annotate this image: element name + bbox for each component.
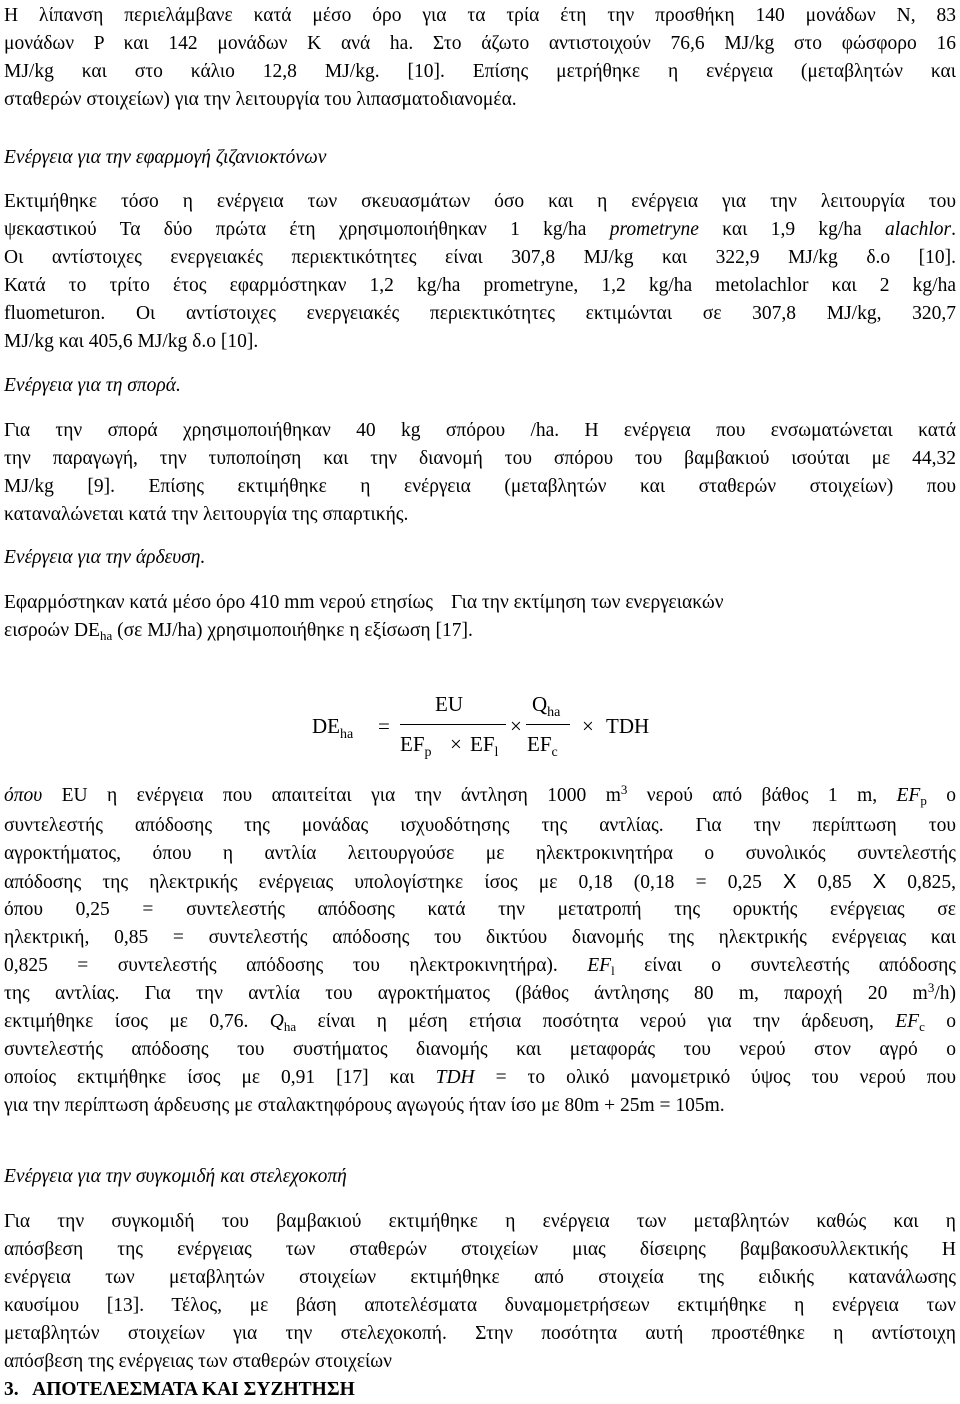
text-run: 0,825, [886, 872, 956, 893]
paragraph-equation-terms-line-2: συντελεστής απόδοσης της μονάδας ισχυοδότησης της αντλίας. Για την περίπτωση του [4, 815, 956, 836]
subscript-p: p [920, 793, 927, 808]
paragraph-fertilization-line-2: μονάδων P και 142 μονάδων K ανά ha. Στο άζωτο αντιστοιχούν 76,6 MJ/kg στο φώσφορο 16 [4, 33, 956, 54]
paragraph-equation-terms-line-1 [4, 783, 956, 809]
variable-ef: EF [895, 1011, 920, 1032]
text-run: (σε MJ/ha) χρησιμοποιήθηκε η εξίσωση [17]. [112, 620, 473, 641]
equation-denominator-efc [527, 732, 558, 760]
symbol-ef: EF [527, 732, 552, 756]
symbol-ef: EF [400, 732, 425, 756]
subscript-c: c [551, 745, 558, 760]
subscript-p: p [424, 745, 432, 760]
paragraph-sowing-line-2: την παραγωγή, την τυποποίηση και την διανομή του σπόρου του βαμβακιού ισούται με 44,32 [4, 448, 956, 469]
equation-denominator-efp [400, 732, 432, 760]
paragraph-equation-terms-line-11 [4, 1065, 956, 1091]
times-sign: × [450, 732, 462, 756]
text-run: = το ολικό μανομετρικό ύψος του νερού που [474, 1067, 956, 1088]
paragraph-equation-terms-line-4 [4, 869, 956, 896]
equation-denominator-efl [470, 732, 499, 760]
energy-equation [300, 688, 660, 768]
text-run: όπου [4, 785, 62, 806]
paragraph-harvest-line-3: ενέργεια των μεταβλητών στοιχείων εκτιμήθηκε από στοιχεία της ειδικής κατανάλωσης [4, 1267, 956, 1288]
text-run: Για την εκτίμηση των ενεργειακών [451, 592, 724, 613]
section-heading-harvest: Ενέργεια για την συγκομιδή και στελεχοκοπή [4, 1166, 347, 1187]
paragraph-equation-terms-line-5: όπου 0,25 = συντελεστής απόδοσης κατά την μετατροπή της ορυκτής ενέργειας σε [4, 899, 956, 920]
multiplication-x: Χ [782, 871, 797, 893]
paragraph-harvest-line-4: καυσίμου [13]. Τέλος, με βάση αποτελέσματα δυναμομετρήσεων εκτιμήθηκε η ενέργεια των [4, 1295, 956, 1316]
times-sign: × [582, 714, 594, 738]
paragraph-fertilization-line-1: Η λίπανση περιελάμβανε κατά μέσο όρο για τα τρία έτη την προσθήκη 140 μονάδων Ν, 83 [4, 5, 956, 26]
text-run: ο [924, 1011, 956, 1032]
subscript-l: l [494, 745, 499, 760]
paragraph-herbicides-line-2 [4, 217, 956, 243]
paragraph-sowing-line-3: MJ/kg [9]. Επίσης εκτιμήθηκε η ενέργεια (μεταβλητών και σταθερών στοιχείων) που [4, 476, 956, 497]
fraction-bar [526, 724, 570, 725]
text-run: και 1,9 kg/ha [698, 219, 886, 240]
variable-eu: EU [61, 785, 88, 806]
chemical-name-alachlor: alachlor [885, 219, 952, 240]
paragraph-sowing-line-1: Για την σπορά χρησιμοποιήθηκαν 40 kg σπόρου /ha. Η ενέργεια που ενσωματώνεται κατά [4, 420, 956, 441]
text-run: είναι η μέση ετήσια ποσότητα νερού για την άρδευση, [296, 1011, 896, 1032]
text-run: Εφαρμόστηκαν κατά μέσο όρο 410 mm νερού ετησίως [4, 592, 433, 613]
equals-sign: = [378, 714, 390, 738]
text-run: 0,85 [796, 872, 873, 893]
paragraph-equation-terms-line-12: για την περίπτωση άρδευσης με σταλακτηφόρους αγωγούς ήταν ίσο με 80m + 25m = 105m. [4, 1095, 725, 1116]
equation-numerator-qha [532, 692, 561, 720]
text-run: ψεκαστικού Τα δύο πρώτα έτη χρησιμοποιήθηκαν 1 kg/ha [4, 219, 610, 240]
equation-lhs-symbol: DE [312, 714, 340, 738]
paragraph-equation-terms-line-10: συντελεστής απόδοσης του συστήματος διανομής και μεταφοράς του νερού στον αγρό ο [4, 1039, 956, 1060]
text-run: νερού από βάθος 1 m, [627, 785, 897, 806]
paragraph-equation-terms-line-7 [4, 953, 956, 979]
paragraph-herbicides-line-6: MJ/kg και 405,6 MJ/kg δ.ο [10]. [4, 331, 259, 352]
text-run: /h) [934, 983, 956, 1004]
equation-numerator-eu: EU [435, 692, 463, 716]
variable-ef: EF [896, 785, 921, 806]
text-run: είναι ο συντελεστής απόδοσης [614, 955, 956, 976]
text-run: οποίος εκτιμήθηκε ίσος με 0,91 [17] και [4, 1067, 436, 1088]
paragraph-harvest-line-2: απόσβεση της ενέργειας των σταθερών στοιχείων μιας δίσειρης βαμβακοσυλλεκτικής Η [4, 1239, 956, 1260]
paragraph-irrigation-line-1 [4, 590, 956, 616]
text-run: . [951, 219, 956, 240]
subscript-l: l [611, 963, 615, 978]
chemical-name-prometryne: prometryne [609, 219, 699, 240]
paragraph-harvest-line-1: Για την συγκομιδή του βαμβακιού εκτιμήθηκε η ενέργεια των μεταβλητών καθώς και η [4, 1211, 956, 1232]
times-sign: × [510, 714, 522, 738]
text-run: εισροών [4, 620, 74, 641]
variable-q: Q [269, 1011, 284, 1032]
paragraph-herbicides-line-4: Κατά το τρίτο έτος εφαρμόστηκαν 1,2 kg/ha prometryne, 1,2 kg/ha metolachlor και 2 kg/ha [4, 275, 956, 296]
paragraph-harvest-line-5: μεταβλητών στοιχείων για την στελεχοκοπή. Στην ποσότητα αυτή προστέθηκε η αντίστοιχη [4, 1323, 956, 1344]
paragraph-equation-terms-line-8 [4, 981, 956, 1007]
subscript-ha: ha [283, 1019, 297, 1034]
equation-lhs-subscript: ha [340, 727, 354, 742]
superscript-3: 3 [927, 980, 935, 995]
subscript-ha: ha [99, 628, 113, 643]
paragraph-herbicides-line-3: Οι αντίστοιχες ενεργειακές περιεκτικότητες είναι 307,8 MJ/kg και 322,9 MJ/kg δ.ο [10]. [4, 247, 956, 268]
equation-tdh: TDH [606, 714, 650, 738]
equation-lhs [312, 714, 354, 742]
paragraph-equation-terms-line-9 [4, 1009, 956, 1035]
section-heading-results: 3. ΑΠΟΤΕΛΕΣΜΑΤΑ ΚΑΙ ΣΥΖΗΤΗΣΗ [4, 1379, 355, 1400]
text-run: εκτιμήθηκε ίσος με 0,76. [4, 1011, 270, 1032]
paragraph-irrigation-line-2 [4, 618, 956, 644]
text-run: η ενέργεια που απαιτείται για την άντληση 1000 m [87, 785, 621, 806]
multiplication-x: Χ [872, 871, 887, 893]
variable-de: DE [73, 620, 100, 641]
superscript-3: 3 [620, 782, 628, 797]
variable-ef: EF [587, 955, 612, 976]
fraction-bar [400, 724, 506, 725]
symbol-ef: EF [470, 732, 495, 756]
paragraph-herbicides-line-1: Εκτιμήθηκε τόσο η ενέργεια των σκευασμάτων όσο και η ενέργεια για την λειτουργία του [4, 191, 956, 212]
text-run: απόδοσης της ηλεκτρικής ενέργειας υπολογίστηκε ίσος με 0,18 (0,18 = 0,25 [4, 872, 783, 893]
paragraph-sowing-line-4: καταναλώνεται κατά την λειτουργία της σπαρτικής. [4, 504, 409, 525]
paragraph-fertilization-line-3: MJ/kg και στο κάλιο 12,8 MJ/kg. [10]. Επίσης μετρήθηκε η ενέργεια (μεταβλητών και [4, 61, 956, 82]
paragraph-herbicides-line-5: fluometuron. Οι αντίστοιχες ενεργειακές περιεκτικότητες εκτιμώνται σε 307,8 MJ/kg, 320,7 [4, 303, 956, 324]
section-heading-sowing: Ενέργεια για τη σπορά. [4, 375, 181, 396]
subscript-c: c [919, 1019, 925, 1034]
paragraph-equation-terms-line-3: αγροκτήματος, όπου η αντλία λειτουργούσε με ηλεκτροκινητήρα ο συνολικός συντελεστής [4, 843, 956, 864]
section-heading-herbicides: Ενέργεια για την εφαρμογή ζιζανιοκτόνων [4, 147, 327, 168]
text-run: της αντλίας. Για την αντλία του αγροκτήματος (βάθος άντλησης 80 m, παροχή 20 m [4, 983, 928, 1004]
paragraph-fertilization-line-4: σταθερών στοιχείων) για την λειτουργία του λιπασματοδιανομέα. [4, 89, 517, 110]
variable-tdh: TDH [435, 1067, 475, 1088]
section-heading-irrigation: Ενέργεια για την άρδευση. [4, 547, 206, 568]
symbol-q: Q [532, 692, 548, 716]
text-run: ο [926, 785, 957, 806]
text-run: 0,825 = συντελεστής απόδοσης του ηλεκτροκινητήρα). [4, 955, 588, 976]
paragraph-harvest-line-6: απόσβεση της ενέργειας των σταθερών στοιχείων [4, 1351, 392, 1372]
subscript-ha: ha [547, 705, 561, 720]
paragraph-equation-terms-line-6: ηλεκτρική, 0,85 = συντελεστής απόδοσης του δικτύου διανομής της ηλεκτρικής ενέργειας και [4, 927, 956, 948]
